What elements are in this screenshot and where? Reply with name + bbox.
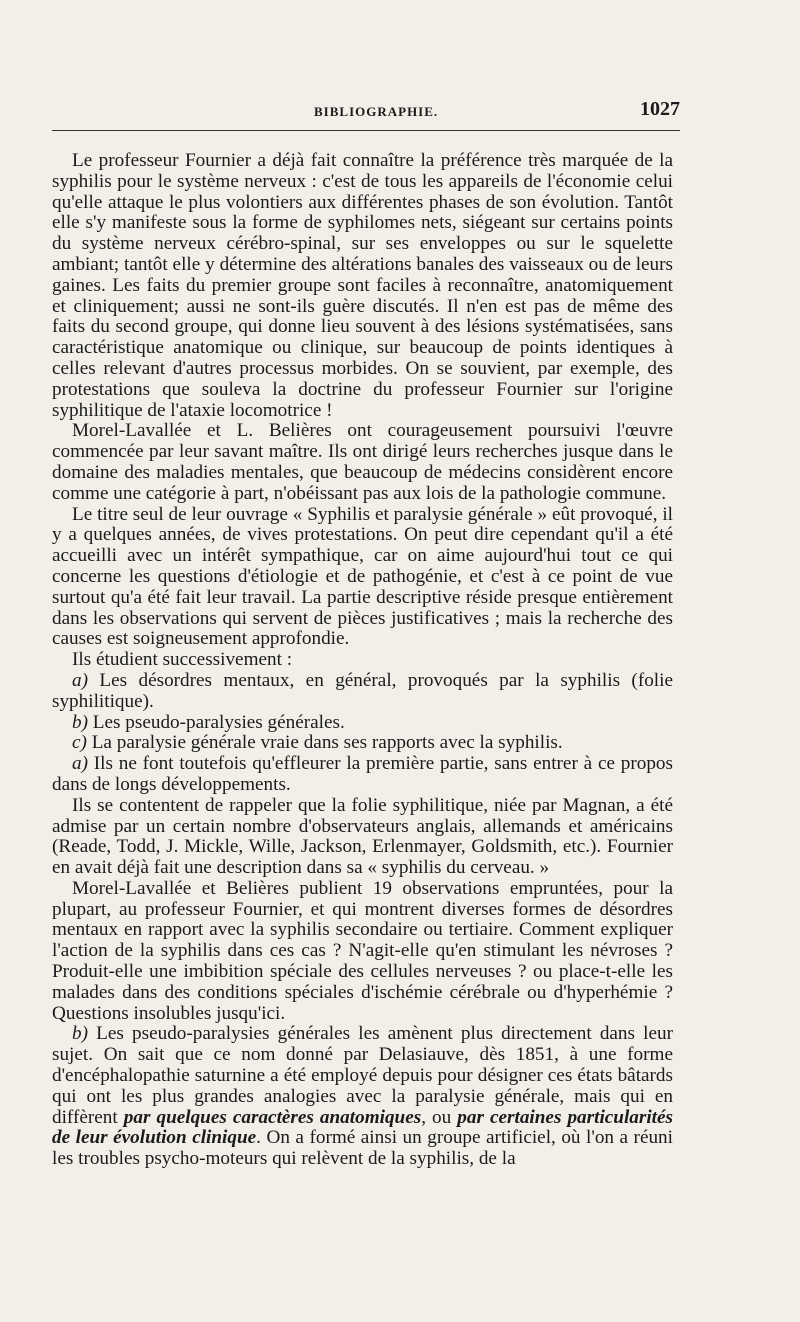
section-text: Ils ne font toutefois qu'effleurer la première partie, sans entrer à ce propos dans de longs développements. [52,753,673,795]
list-text: Les désordres mentaux, en général, provoqués par la syphilis (folie syphilitique). [52,669,673,712]
paragraph: Ils se contentent de rappeler que la folie syphilitique, niée par Magnan, a été admise par un certain nombre d'observateurs anglais, allemands et américains (Reade, Todd, J. Mickle, Wille, Jackson, Erlenmayer, Goldsmith, etc.). Fournier en avait déjà fait une description dans sa « syphilis du cerveau. » [52,794,673,879]
list-text: La paralysie générale vraie dans ses rapports avec la syphilis. [86,732,563,754]
section-letter: b) [72,1023,88,1045]
emphasis-text: par certaines particularités de leur évolution clinique [52,1106,673,1149]
paragraph: Morel-Lavallée et Belières publient 19 observations empruntées, pour la plupart, au professeur Fournier, et qui montrent diverses formes de désordres mentaux en rapport avec la syphilis secondaire ou tertiaire. Comment expliquer l'action de la syphilis dans ces cas ? N'agit-elle qu'en stimulant les névroses ? Produit-elle une imbibition spéciale des cellules nerveuses ? ou place-t-elle les malades dans des conditions spéciales d'ischémie cérébrale ou d'hyperhémie ? Questions insolubles jusqu'ici. [52,877,673,1024]
list-item [52,733,673,754]
section-text: Les pseudo-paralysies générales les amènent plus directement dans leur sujet. On sait que ce nom donné par Delasiauve, dès 1851, à une forme d'encéphalopathie saturnine a été employé depuis pour désigner ces états bâtards qui ont les plus grandes analogies avec la paralysie générale, mais qui en diffèrent [52,1023,673,1128]
list-item [52,671,673,713]
header-rule [52,130,680,131]
section-letter: a) [72,753,88,775]
paragraph: Ils étudient successivement : [72,649,293,671]
section-b [52,1024,673,1170]
paragraph: Le professeur Fournier a déjà fait connaître la préférence très marquée de la syphilis pour le système nerveux : c'est de tous les appareils de l'économie celui qu'elle attaque le plus volontiers aux différentes phases de son évolution. Tantôt elle s'y manifeste sous la forme de syphilomes nets, siégeant sur certains points du système nerveux cérébro-spinal, sur ses enveloppes ou sur le squelette ambiant; tantôt elle y détermine des altérations banales des vaisseaux ou de leurs gaines. Les faits du premier groupe sont faciles à reconnaître, anatomiquement et cliniquement; aussi ne sont-ils guère discutés. Il n'en est pas de même des faits du second groupe, qui donne lieu souvent à des lésions systématisées, sans caractéristique anatomique ou clinique, sur beaucoup de points identiques à celles relevant d'autres processus morbides. On se souvient, par exemple, des protestations que souleva la doctrine du professeur Fournier sur l'origine syphilitique de l'ataxie locomotrice ! [52,150,673,421]
body-text [52,151,673,1170]
page-header [52,98,680,128]
section-text: , ou [421,1106,458,1128]
list-letter: a) [72,669,88,691]
list-letter: c) [72,732,87,754]
page-number: 1027 [640,98,680,120]
paragraph: Morel-Lavallée et L. Belières ont courageusement poursuivi l'œuvre commencée par leur savant maître. Ils ont dirigé leurs recherches jusque dans le domaine des maladies mentales, que beaucoup de médecins considèrent encore comme une catégorie à part, n'obéissant pas aux lois de la pathologie commune. [52,420,673,504]
section-a [52,754,673,796]
section-text: . On a formé ainsi un groupe artificiel, où l'on a réuni les troubles psycho-moteurs qui relèvent de la syphilis, de la [52,1127,673,1170]
emphasis-text: par quelques caractères anatomiques [123,1106,422,1128]
list-text: Les pseudo-paralysies générales. [87,711,345,733]
list-item [52,713,673,734]
running-title: BIBLIOGRAPHIE. [314,104,439,119]
paragraph: Le titre seul de leur ouvrage « Syphilis et paralysie générale » eût provoqué, il y a quelques années, de vives protestations. On peut dire cependant qu'il a été accueilli avec un intérêt sympathique, car on aime aujourd'hui tout ce qui concerne les questions d'étiologie et de pathogénie, et c'est à ce point de vue surtout qu'a été fait leur travail. La partie descriptive réside presque entièrement dans les observations qui servent de pièces justificatives ; mais la recherche des causes est soigneusement approfondie. [52,503,673,650]
list-letter: b) [72,711,88,733]
